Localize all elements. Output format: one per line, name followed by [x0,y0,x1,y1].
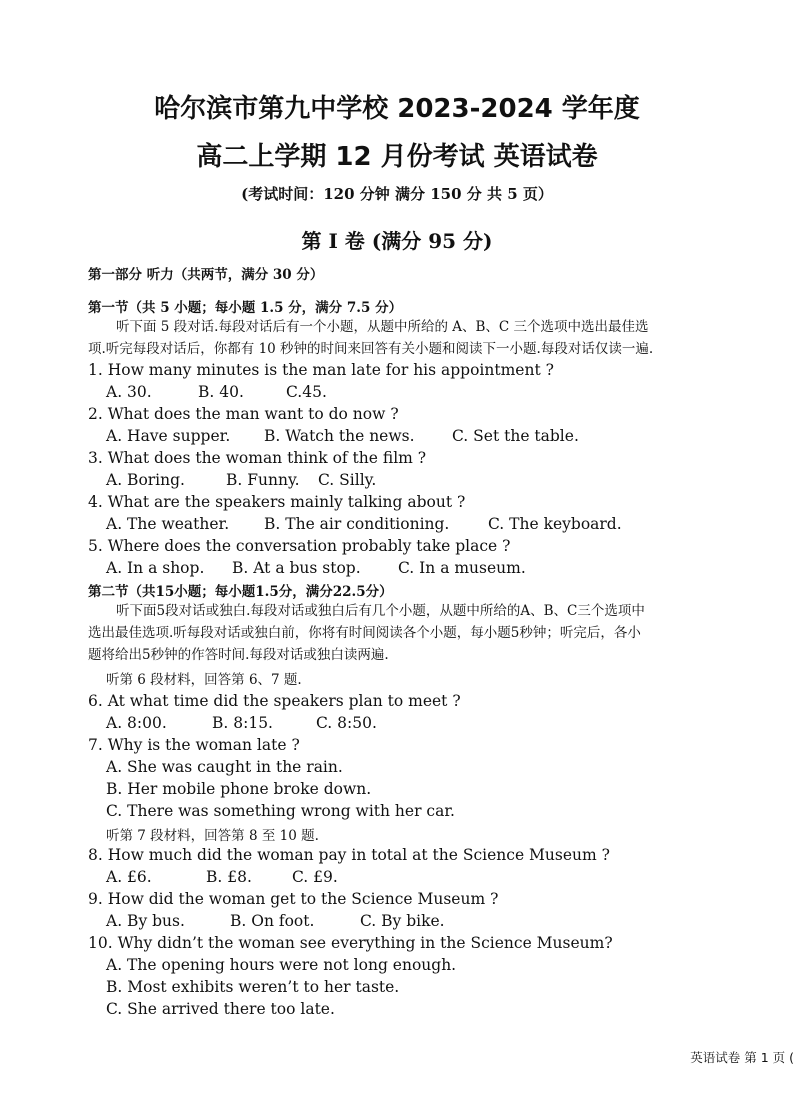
question-8: 8. How much did the woman pay in total at the Science Museum ? [88,846,610,864]
question-10: 10. Why didn’t the woman see everything in the Science Museum? [88,934,613,952]
option-6c: C. 8:50. [316,714,377,732]
section2-instructions: 听下面5段对话或独白.每段对话或独白后有几个小题，从题中所给的A、B、C三个选项中 选出最佳选项.听每段对话或独白前，你将有时间阅读各个小题，每小题5秒钟；听完后，各小 题将给出5秒钟的作答时间.每段对话或独白读两遍. [88,603,645,663]
question-5: 5. Where does the conversation probably take place ? [88,537,511,555]
options-4 [106,515,622,533]
option-9b: B. On foot. [230,912,315,930]
option-1b: B. 40. [198,383,244,401]
option-10c: C. She arrived there too late. [106,1000,335,1018]
option-7c: C. There was something wrong with her car. [106,802,455,820]
option-10b: B. Most exhibits weren’t to her taste. [106,978,400,996]
question-7: 7. Why is the woman late ? [88,736,300,754]
option-7a: A. She was caught in the rain. [106,758,343,776]
option-5b: B. At a bus stop. [232,559,361,577]
option-10a: A. The opening hours were not long enough. [106,956,457,974]
exam-title: 高二上学期 12 月份考试 英语试卷 [196,142,598,172]
options-6 [106,714,377,732]
option-9c: C. By bike. [360,912,445,930]
section1-instructions: 听下面 5 段对话.每段对话后有一个小题，从题中所给的 A、B、C 三个选项中选出最佳选 项.听完每段对话后，你都有 10 秒钟的时间来回答有关小题和阅读下一小题.每段对话仅读一遍. [88,319,654,357]
option-8c: C. £9. [292,868,338,886]
option-7b: B. Her mobile phone broke down. [106,780,372,798]
option-3a: A. Boring. [106,471,185,489]
option-3b: B. Funny. [226,471,300,489]
question-9: 9. How did the woman get to the Science Museum ? [88,890,499,908]
options-5 [106,559,526,577]
option-8b: B. £8. [206,868,252,886]
options-9 [106,912,445,930]
school-title: 哈尔滨市第九中学校 2023-2024 学年度 [154,94,640,124]
section2-title: 第二节（共15小题；每小题1.5分，满分22.5分） [88,584,393,600]
material-6-note: 听第 6 段材料，回答第 6、7 题. [106,672,302,688]
option-9a: A. By bus. [106,912,185,930]
question-4: 4. What are the speakers mainly talking about ? [88,493,466,511]
option-8a: A. £6. [106,868,152,886]
page-footer: 英语试卷 第 1 页 ( [690,1050,794,1065]
option-3c: C. Silly. [318,471,377,489]
option-2b: B. Watch the news. [264,427,415,445]
options-2 [106,427,579,445]
option-5a: A. In a shop. [106,559,205,577]
option-6a: A. 8:00. [106,714,167,732]
part1-title: 第一部分 听力（共两节，满分 30 分） [88,267,324,283]
question-3: 3. What does the woman think of the film ? [88,449,427,467]
exam-info: (考试时间：120 分钟 满分 150 分 共 5 页） [241,185,553,203]
option-2c: C. Set the table. [452,427,579,445]
option-4b: B. The air conditioning. [264,515,450,533]
section1-title: 第一节（共 5 小题；每小题 1.5 分，满分 7.5 分） [88,300,403,316]
options-3 [106,471,376,489]
option-1c: C.45. [286,383,327,401]
question-1: 1. How many minutes is the man late for his appointment ? [88,361,554,379]
option-1a: A. 30. [106,383,152,401]
option-4c: C. The keyboard. [488,515,622,533]
question-6: 6. At what time did the speakers plan to meet ? [88,692,461,710]
question-2: 2. What does the man want to do now ? [88,405,399,423]
option-2a: A. Have supper. [106,427,231,445]
option-5c: C. In a museum. [398,559,526,577]
volume-title: 第 I 卷 (满分 95 分) [301,229,493,253]
material-7-note: 听第 7 段材料，回答第 8 至 10 题. [106,828,319,844]
options-1 [106,383,327,401]
option-4a: A. The weather. [106,515,230,533]
options-8 [106,868,338,886]
option-6b: B. 8:15. [212,714,273,732]
